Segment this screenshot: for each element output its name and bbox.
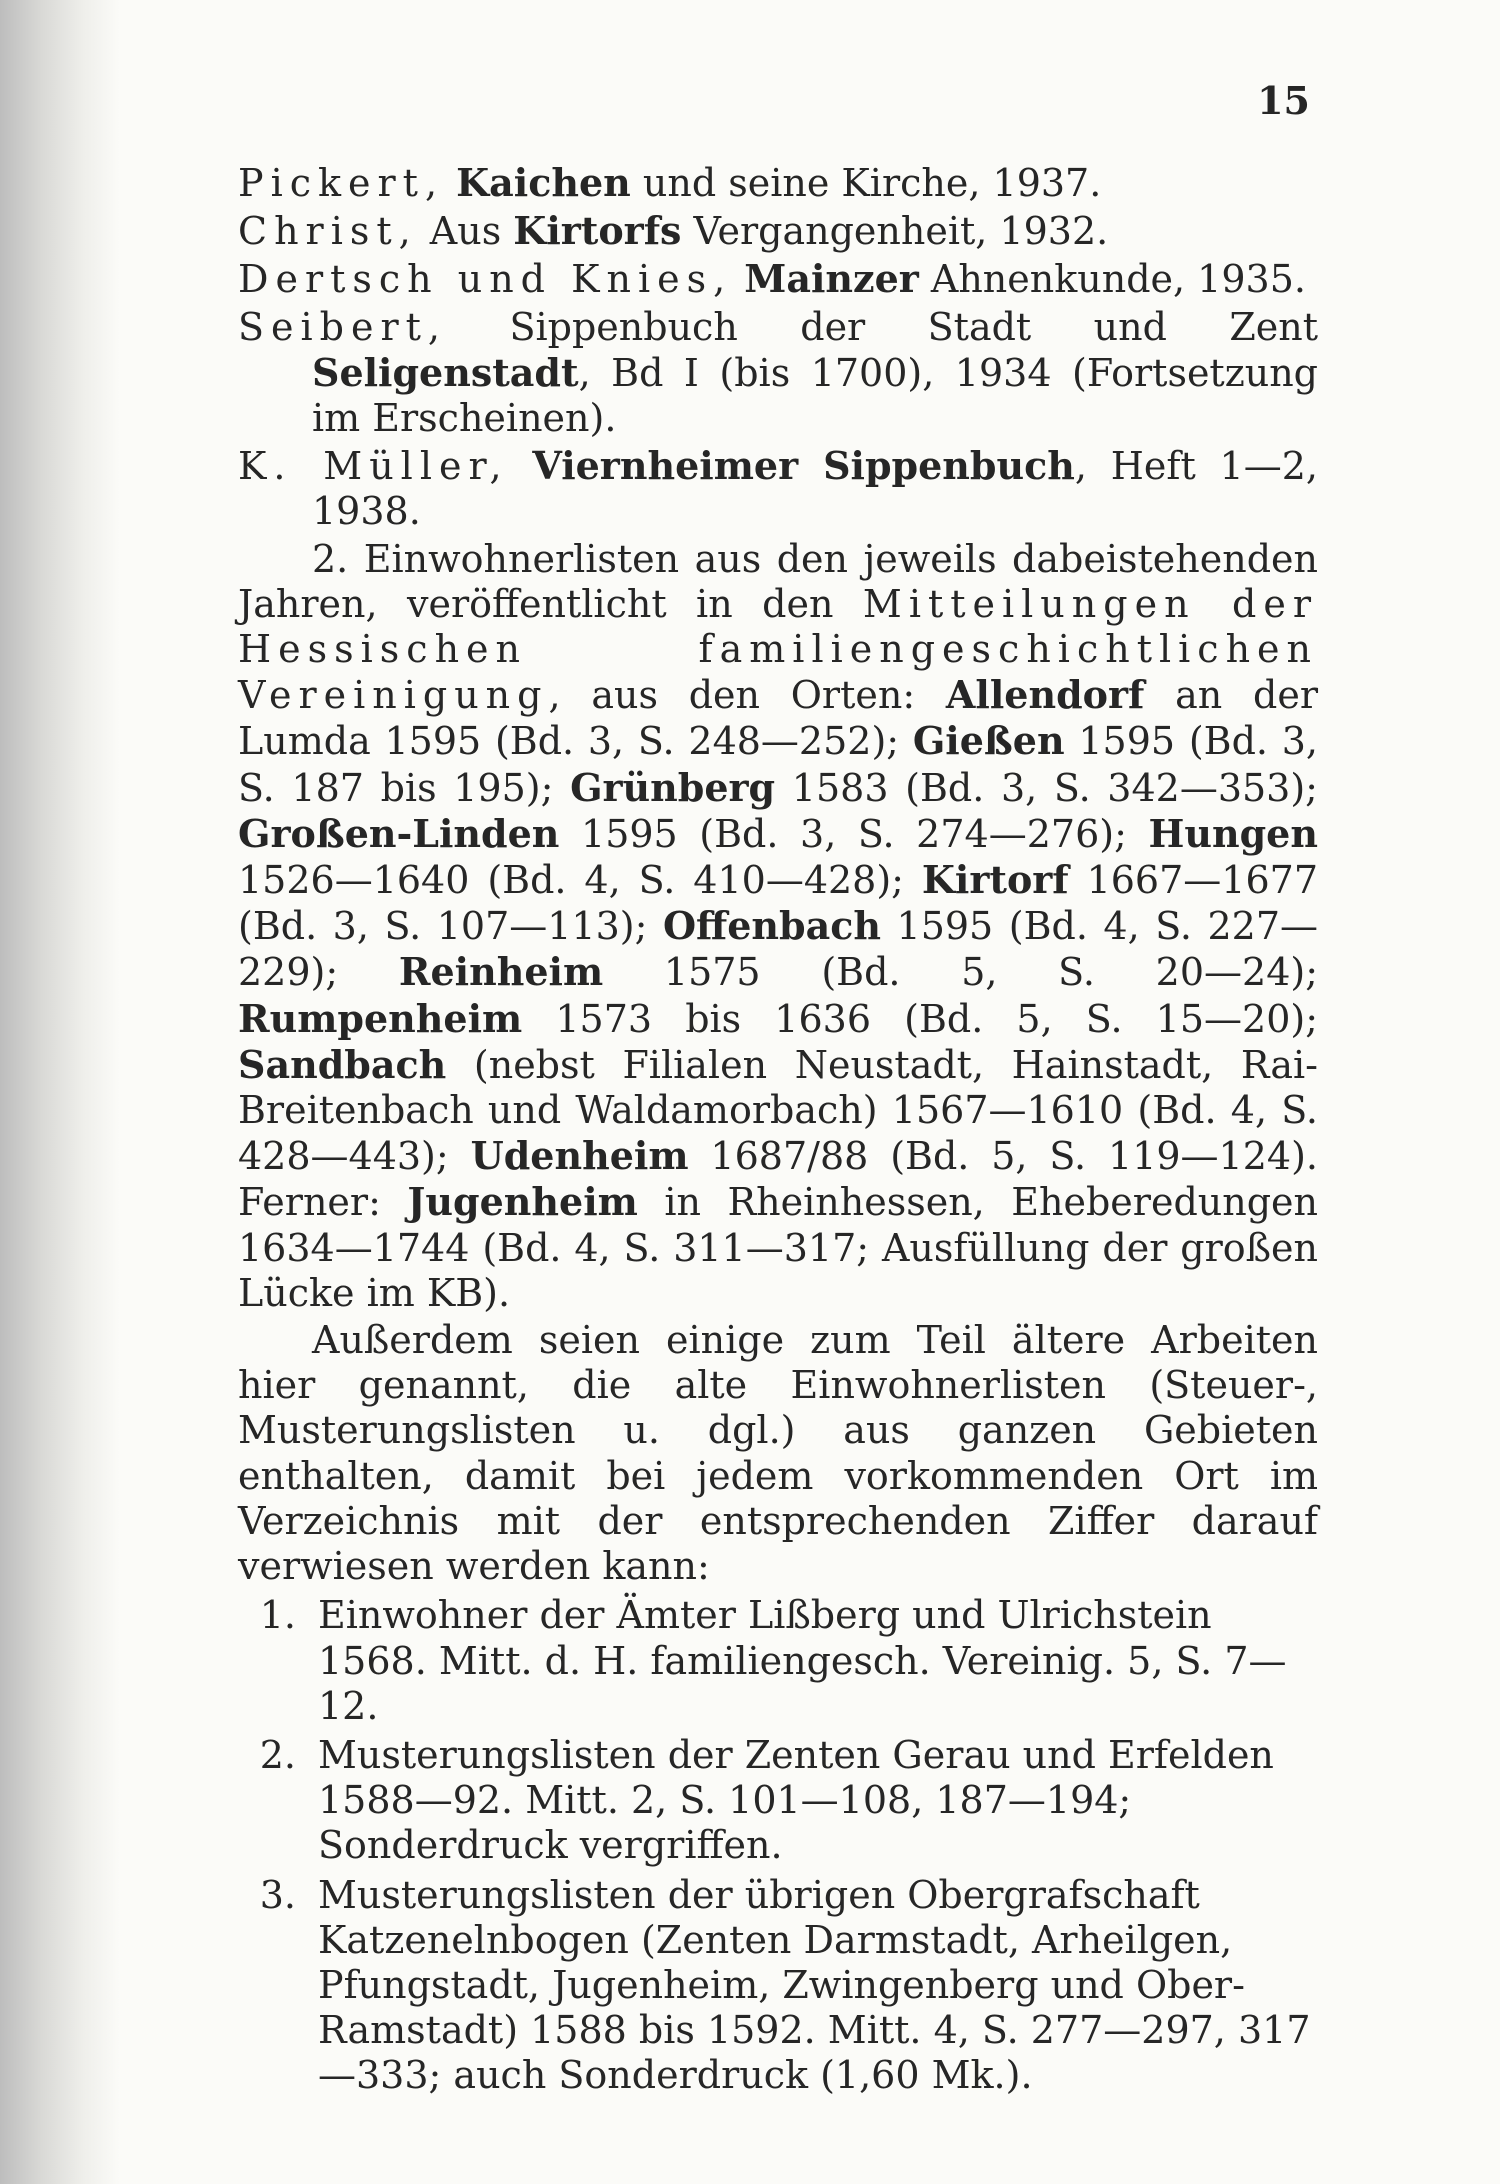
bibliography-entry [238,208,1318,254]
page-gutter-shadow [0,0,120,2184]
place-name: Allendorf [945,672,1145,718]
entry-text: , Heft 1—2, 1938. [312,444,1318,534]
bibliography-entry [238,256,1318,302]
place-name: Grünberg [570,764,776,810]
entry-author: Christ, [238,209,418,254]
place-name: Großen-Linden [238,810,560,856]
place-name: Jugenheim [407,1179,638,1225]
bibliography-entry [238,305,1318,442]
list-item-text: Einwohner der Ämter Lißberg und Ulrichstein 1568. Mitt. d. H. familiengesch. Vereinig. 5, S. 7—12. [318,1593,1287,1728]
entry-text: und seine Kirche, 1937. [630,161,1102,205]
paragraph-text: 1595 (Bd. 4, S. 227—229); [238,904,1318,995]
place-name: Viernheimer Sippenbuch [532,443,1075,489]
entry-text: , Bd I (bis 1700), 1934 (Fortsetzung im Erscheinen). [312,350,1318,441]
bibliography-list [238,160,1318,535]
list-item-text: Musterungslisten der Zenten Gerau und Erfelden 1588—92. Mitt. 2, S. 101—108, 187—194; Sonderdruck vergriffen. [318,1732,1274,1868]
list-item [238,1873,1318,2099]
paragraph-text: 1595 (Bd. 3, S. 187 bis 195); [238,719,1318,810]
entry-author: K. Müller, [238,444,509,489]
entry-text [732,257,744,301]
paragraph-text: 1595 (Bd. 3, S. 274—276); [559,811,1149,856]
page-body [238,160,1318,2103]
paragraph-text: 1526—1640 (Bd. 4, S. 410—428); [238,858,922,903]
place-name: Kirtorfs [513,208,682,254]
entry-text [444,161,456,205]
paragraph-text: an der Lumda 1595 (Bd. 3, S. 248—252); [238,673,1318,764]
entry-author: Seibert, [238,304,448,349]
numbered-list [238,1593,1318,2098]
place-name: Kaichen [456,160,631,205]
paragraph-text: , aus den Orten: [548,673,946,718]
paragraph-text: 1583 (Bd. 3, S. 342—353); [775,765,1318,810]
place-name: Sandbach [238,1041,447,1087]
bibliography-entry [238,443,1318,534]
list-item [238,1593,1318,1729]
place-name: Gießen [912,718,1065,764]
entry-text: Aus [417,209,514,254]
entry-text: Vergangenheit, 1932. [681,209,1109,254]
paragraph-text: 1575 (Bd. 5, S. 20—24); [603,950,1318,995]
paragraph-text: (nebst Filialen Neustadt, Hainstadt, Rai-Breitenbach und Waldamorbach) 1567—1610 (Bd. 4, S. 428—443); [238,1042,1318,1179]
list-item [238,1733,1318,1869]
bibliography-entry [238,160,1318,206]
journal-title: Mitteilungen der Hessischen familiengeschichtlichen Vereinigung [238,581,1318,718]
place-name: Kirtorf [921,857,1069,903]
entry-author: Pickert, [238,161,445,205]
paragraph-text: 1573 bis 1636 (Bd. 5, S. 15—20); [522,996,1318,1041]
list-item-number: 3. [259,1872,296,1917]
place-name: Offenbach [662,903,881,949]
paragraph-text: 1687/88 (Bd. 5, S. 119—124). Ferner: [238,1134,1318,1225]
place-name: Reinheim [398,949,604,995]
place-name: Seligenstadt [312,349,579,395]
place-name: Rumpenheim [238,995,523,1041]
page-number: 15 [1257,78,1310,123]
paragraph-text: 2. Einwohnerlisten aus den jeweils dabeistehenden Jahren, veröffentlicht in den [238,536,1318,626]
paragraph-ausserdem: Außerdem seien einige zum Teil ältere Arbeiten hier genannt, die alte Einwohnerlisten (Steuer-, Musterungslisten u. dgl.) aus ganzen Gebieten enthalten, damit bei jedem vorkommenden Ort im Verzeichnis mit der entsprechenden Ziffer darauf verwiesen werden kann: [238,1318,1318,1589]
list-item-number: 1. [259,1593,296,1638]
paragraph-einwohnerlisten [238,537,1318,1316]
list-item-number: 2. [259,1732,296,1777]
paragraph-text: 1667—1677 (Bd. 3, S. 107—113); [238,858,1318,949]
list-item-text: Musterungslisten der übrigen Obergrafschaft Katzenelnbogen (Zenten Darmstadt, Arheilgen, Pfungstadt, Jugenheim, Zwingenberg und Ober-Ramstadt) 1588 bis 1592. Mitt. 4, S. 277—297, 317—333; auch Sonderdruck (1,60 Mk.). [318,1872,1311,2098]
entry-author: Dertsch und Knies, [238,257,733,302]
place-name: Mainzer [744,256,919,302]
place-name: Udenheim [470,1133,689,1179]
place-name: Hungen [1148,810,1318,856]
paragraph-text: in Rheinhessen, Eheberedungen 1634—1744 (Bd. 4, S. 311—317; Ausfüllung der großen Lücke im KB). [238,1180,1318,1315]
entry-text: Sippenbuch der Stadt und Zent [447,304,1318,349]
entry-text [509,444,533,488]
entry-text: Ahnenkunde, 1935. [918,257,1306,302]
